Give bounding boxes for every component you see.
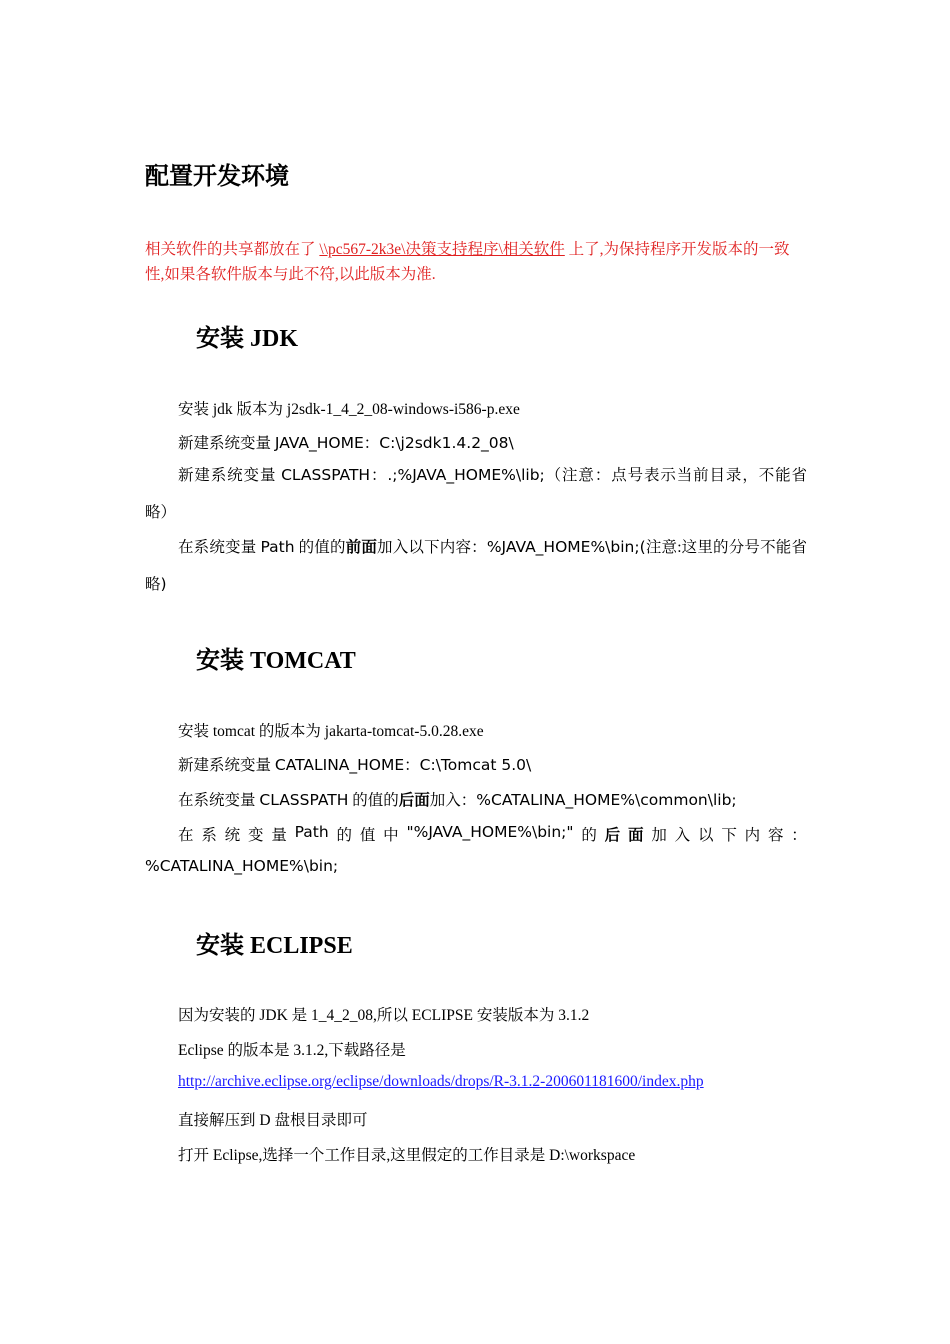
tp-token: 加 xyxy=(651,827,667,844)
jdk-version-line: 安装 jdk 版本为 j2sdk-1_4_2_08-windows-i586-p.exe xyxy=(178,401,520,418)
notice-prefix: 相关软件的共享都放在了 xyxy=(145,241,320,258)
tp-token: Path xyxy=(294,823,329,841)
eclipse-heading: 安装 ECLIPSE xyxy=(196,933,353,959)
java-home-label: 新建系统变量 xyxy=(178,435,275,452)
eclipse-download-link-line xyxy=(178,1073,704,1091)
tc-classpath-e: 加入： xyxy=(429,792,477,809)
eclipse-workspace-line: 打开 Eclipse,选择一个工作目录,这里假定的工作目录是 D:\workspace xyxy=(178,1147,636,1164)
tp-token: 统 xyxy=(224,827,241,844)
eclipse-version-line: 因为安装的 JDK 是 1_4_2_08,所以 ECLIPSE 安装版本为 3.1.2 xyxy=(178,1007,590,1024)
tp-token: 容 xyxy=(767,827,784,844)
path-text-close: ) xyxy=(160,575,167,593)
tp-token: 变 xyxy=(247,827,264,844)
tp-token: 的 xyxy=(581,827,597,844)
path-text-e: 加入以下内容： xyxy=(377,539,487,556)
eclipse-download-link[interactable]: http://archive.eclipse.org/eclipse/downloads/drops/R-3.1.2-200601181600/index.php xyxy=(178,1073,704,1090)
jdk-path-paragraph xyxy=(145,529,807,603)
path-text-front: 前面 xyxy=(345,539,378,556)
tomcat-version-line: 安装 tomcat 的版本为 jakarta-tomcat-5.0.28.exe xyxy=(178,723,484,740)
tp-token: 在 xyxy=(178,827,194,844)
catalina-home-label: 新建系统变量 xyxy=(178,757,275,774)
tomcat-path-row xyxy=(145,823,807,845)
shared-folder-link[interactable]: \\pc567-2k3e\决策支持程序\相关软件 xyxy=(319,241,565,258)
tp-token: 以 xyxy=(697,827,714,844)
tomcat-heading: 安装 TOMCAT xyxy=(196,648,356,674)
eclipse-unzip-line: 直接解压到 D 盘根目录即可 xyxy=(178,1112,368,1129)
jdk-classpath-paragraph xyxy=(145,457,807,531)
path-text-f: %JAVA_HOME%\bin;( xyxy=(486,538,646,556)
tp-token: 中 xyxy=(383,827,399,844)
tp-token: 系 xyxy=(201,827,217,844)
tp-token: 面 xyxy=(628,827,644,844)
tp-token: 的 xyxy=(336,827,353,844)
classpath-value: CLASSPATH：.;%JAVA_HOME%\lib; xyxy=(281,466,545,484)
tc-classpath-a: 在系统变量 xyxy=(178,792,260,809)
path-text-b: Path xyxy=(260,538,295,556)
tp-token: "%JAVA_HOME%\bin;" xyxy=(406,823,574,841)
tp-token: 入 xyxy=(674,827,691,844)
eclipse-download-line: Eclipse 的版本是 3.1.2,下载路径是 xyxy=(178,1042,406,1059)
tomcat-path-paragraph xyxy=(145,823,807,875)
tp-token: 值 xyxy=(359,827,376,844)
catalina-home-value: CATALINA_HOME：C:\Tomcat 5.0\ xyxy=(274,756,532,774)
tp-token: 下 xyxy=(721,827,737,844)
jdk-heading: 安装 JDK xyxy=(196,326,298,352)
tp-token: 后 xyxy=(604,827,621,844)
tomcat-catalina-home-line xyxy=(178,753,531,775)
java-home-value: JAVA_HOME：C:\j2sdk1.4.2_08\ xyxy=(274,434,514,452)
tp-token: 量 xyxy=(271,827,287,844)
tomcat-path-continuation: %CATALINA_HOME%\bin; xyxy=(145,857,339,875)
notice-suffix: 上了,为保持程序开发版本的一致性,如果各软件版本与此不符,以此版本为准. xyxy=(145,241,790,283)
page-title: 配置开发环境 xyxy=(145,162,289,190)
path-text-a: 在系统变量 xyxy=(178,539,261,556)
classpath-note: （注意：点号表示当前目录，不能省略） xyxy=(145,467,807,521)
tc-classpath-back: 后面 xyxy=(398,792,430,809)
classpath-label: 新建系统变量 xyxy=(178,467,282,484)
tc-classpath-f: %CATALINA_HOME%\common\lib; xyxy=(476,791,737,809)
tp-token: 内 xyxy=(744,827,761,844)
tc-classpath-c: 的值的 xyxy=(348,792,399,809)
tomcat-classpath-line xyxy=(178,788,737,810)
tp-token: ： xyxy=(791,827,807,844)
path-text-c: 的值的 xyxy=(294,539,346,556)
tc-classpath-b: CLASSPATH xyxy=(259,791,349,809)
shared-software-notice xyxy=(145,237,807,287)
path-text-note: 注意:这里的分号不能省略 xyxy=(145,539,807,593)
jdk-java-home-line xyxy=(178,431,514,453)
